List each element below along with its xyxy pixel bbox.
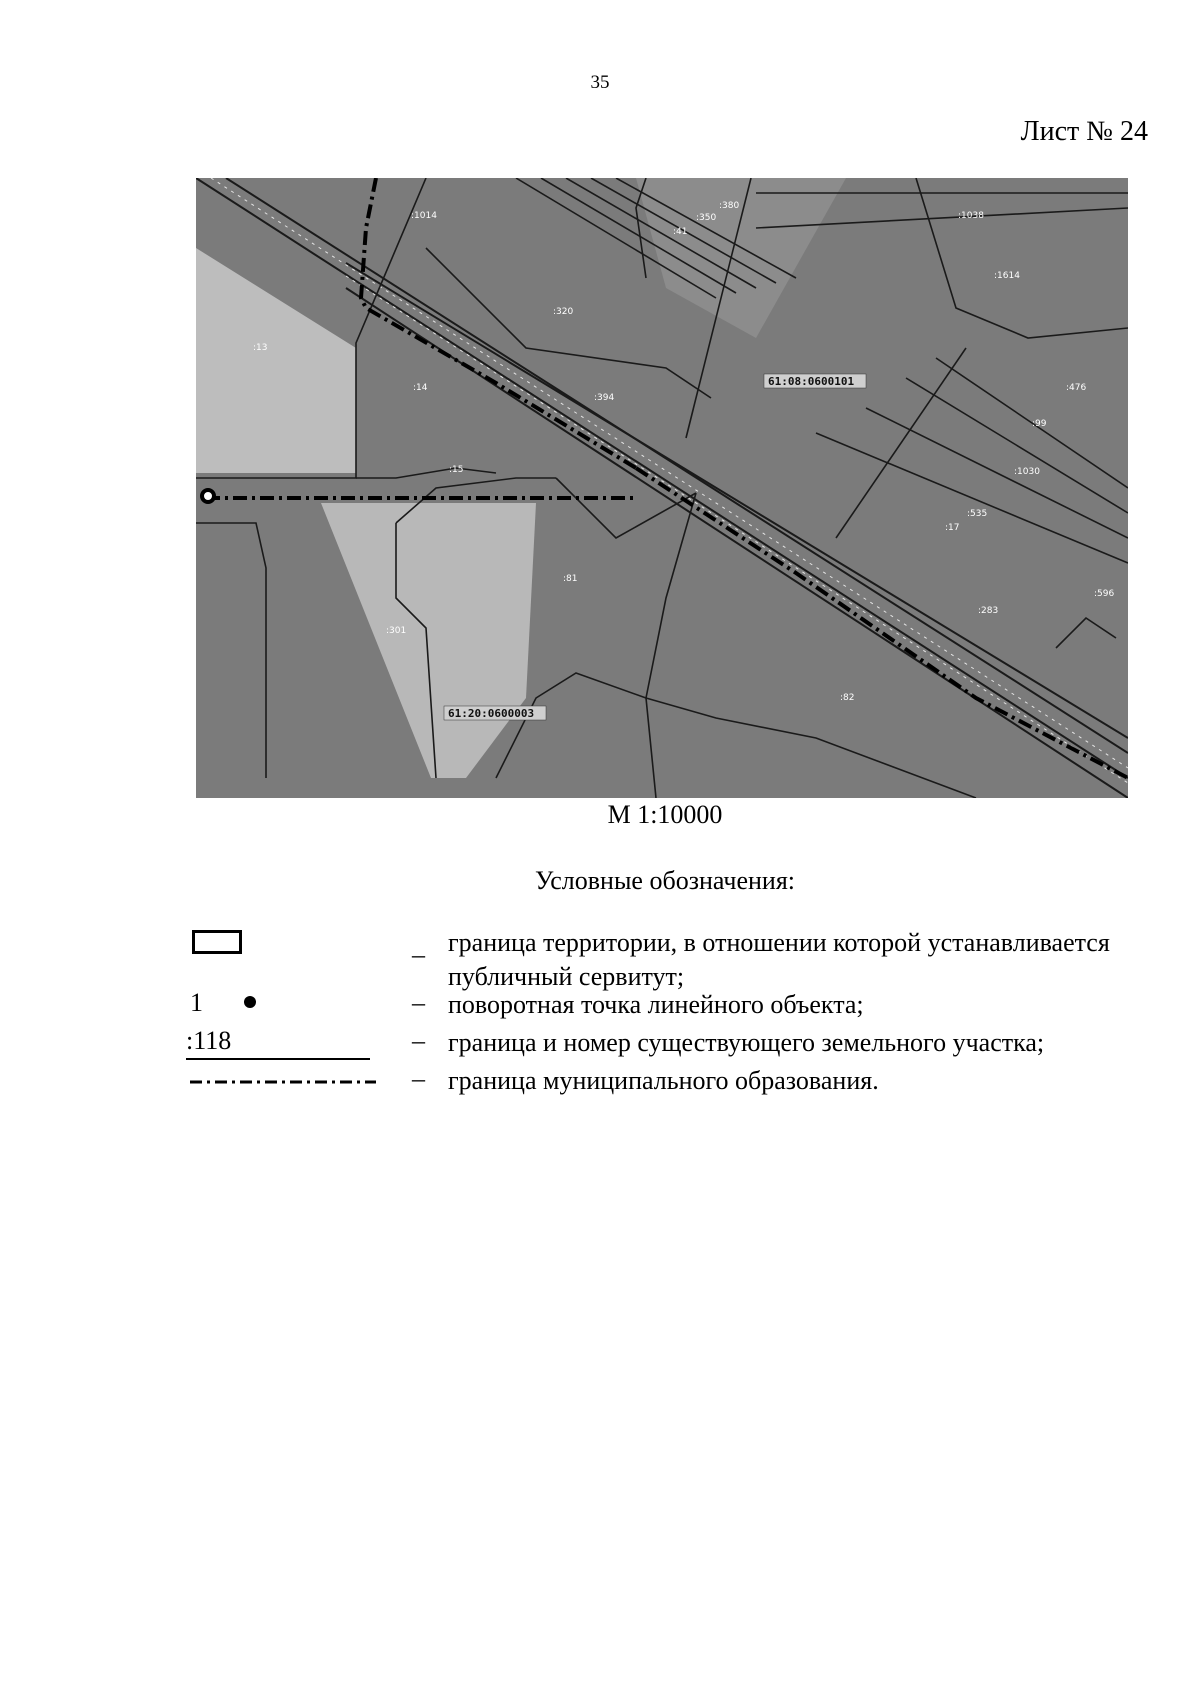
parcel-label: :15 [449,465,464,475]
dash-dot-line-icon [190,1080,376,1084]
page-number: 35 [590,72,610,93]
legend-title: Условные обозначения: [534,866,796,895]
legend-text: граница территории, в отношении которой устанавливается публичный сервитут; [448,928,1110,991]
map-scale: М 1:10000 [607,800,723,829]
point-number: 1 [190,988,203,1017]
turning-point-icon [244,996,256,1008]
quarter-label: 61:20:0600003 [448,707,535,720]
parcel-label: :41 [673,227,688,237]
parcel-label: :350 [696,213,717,223]
legend-dash: – [412,1026,425,1055]
parcel-label: :394 [594,393,615,403]
parcel-label: :1038 [958,211,984,221]
parcel-label: :13 [253,343,268,353]
parcel-label: :476 [1066,383,1087,393]
legend-item [186,926,1166,991]
legend-item [186,1064,1166,1102]
parcel-label: :82 [840,693,855,703]
parcel-number-sample: :118 [186,1026,232,1055]
rectangle-outline-icon [192,930,242,954]
legend-item [186,988,1166,1026]
parcel-label: :320 [553,307,574,317]
legend-text: граница муниципального образования. [448,1066,879,1095]
parcel-label: :380 [719,201,740,211]
parcel-boundary-line [186,1058,370,1060]
parcel-label: :535 [967,509,988,519]
legend-dash: – [412,1064,425,1093]
parcel-label: :596 [1094,589,1115,599]
parcel-label: :1030 [1014,467,1040,477]
parcel-label: :1014 [411,211,437,221]
parcel-label: :81 [563,574,578,584]
parcel-label: :17 [945,523,960,533]
parcel-label: :14 [413,383,428,393]
parcel-label: :99 [1032,419,1047,429]
legend [186,926,1166,1102]
sheet-label: Лист № 24 [1020,116,1148,147]
legend-dash: – [412,940,425,969]
quarter-label: 61:08:0600101 [768,375,855,388]
legend-item [186,1026,1166,1064]
cadastral-map [196,178,1128,798]
parcel-label: :301 [386,626,407,636]
legend-text: поворотная точка линейного объекта; [448,990,864,1019]
legend-text: граница и номер существующего земельного участка; [448,1028,1045,1057]
legend-dash: – [412,988,425,1017]
parcel-label: :1614 [994,271,1020,281]
parcel-label: :283 [978,606,999,616]
